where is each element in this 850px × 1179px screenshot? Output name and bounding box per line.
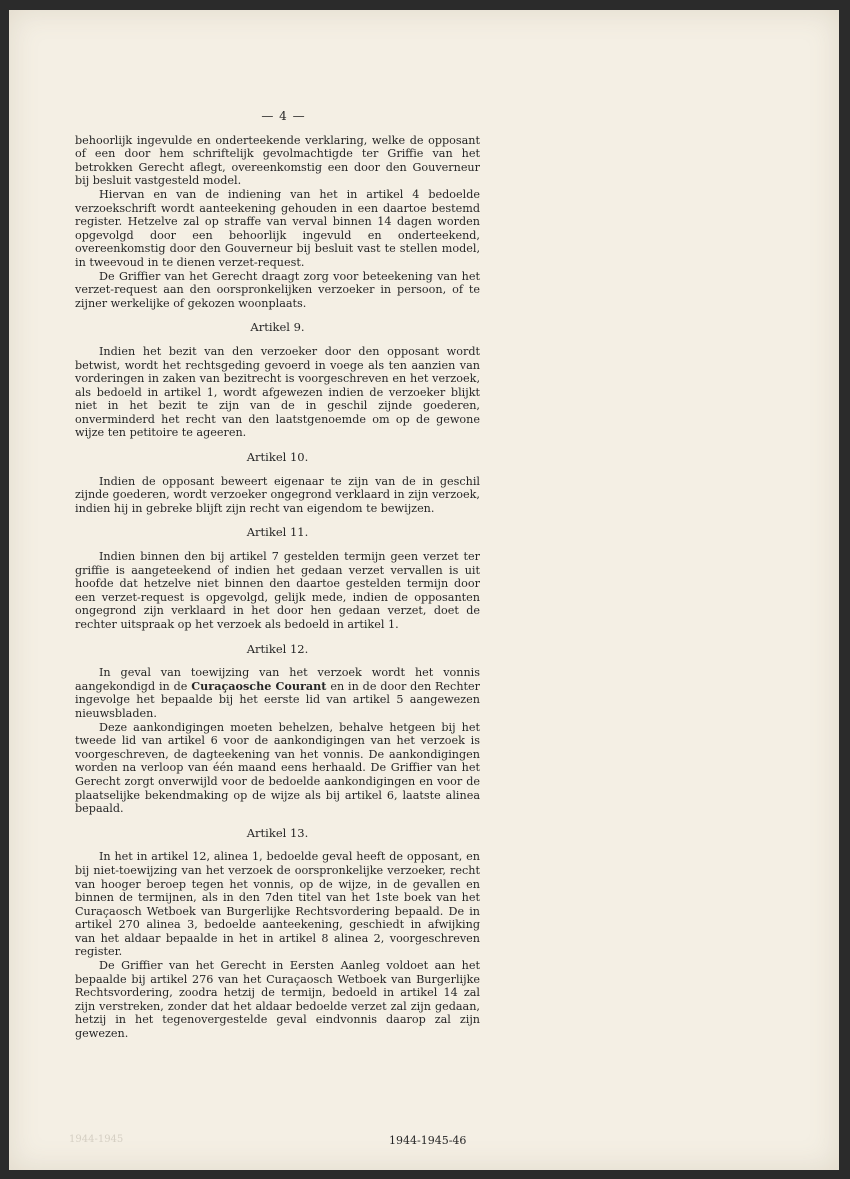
paragraph: De Griffier van het Gerecht draagt zorg voor beteekening van het verzet-request aan den oorspronkelijken verzoeker in persoon, of te zijner werkelijke of gekozen woonplaats.: [75, 269, 480, 310]
article-heading-10: Artikel 10.: [246, 450, 309, 465]
paragraph: Indien binnen den bij artikel 7 gestelden termijn geen verzet ter griffie is aangeteekend of indien het gedaan verzet vervallen is uit hoofde dat hetzelve niet binnen den daartoe gestelden termijn door een verzet-request is opgevolgd, gelijk mede, indien de opposanten ongegrond zijn verklaard in het door hen gedaan verzet, doet de rechter uitspraak op het verzoek als bedoeld in artikel 1.: [75, 550, 480, 631]
paragraph-text: In geval van toewijzing van het verzoek wordt het vonnis aangekondigd in de: [75, 666, 480, 693]
article-heading-13: Artikel 13.: [246, 825, 309, 840]
page-number: — 4 —: [261, 109, 306, 123]
body-text: [75, 110, 480, 1041]
page-footer-years: 1944-1945-46: [389, 1134, 467, 1147]
article-heading-12: Artikel 12.: [246, 641, 309, 656]
paragraph: Deze aankondigingen moeten behelzen, behalve hetgeen bij het tweede lid van artikel 6 voor de aankondigingen van het verzoek is voorgeschreven, de dagteekening van het vonnis. De aankondigingen worden na verloop van één maand eens herhaald. De Griffier van het Gerecht zorgt onverwijld voor de bedoelde aankondigingen en voor de plaatselijke bekendmaking op de wijze als bij artikel 6, laatste alinea bepaald.: [75, 720, 480, 816]
faint-stamp: 1944-1945: [69, 1134, 124, 1145]
paragraph: Indien de opposant beweert eigenaar te zijn van de in geschil zijnde goederen, wordt verzoeker ongegrond verklaard in zijn verzoek, indien hij in gebreke blijft zijn recht van eigendom te bewijzen.: [75, 474, 480, 515]
article-heading-9: Artikel 9.: [250, 320, 305, 335]
article-heading-11: Artikel 11.: [246, 525, 309, 540]
paragraph: In het in artikel 12, alinea 1, bedoelde geval heeft de opposant, en bij niet-toewijzing van het verzoek de oorspronkelijke verzoeker, recht van hooger beroep tegen het vonnis, op de wijze, in de gevallen en binnen de termijnen, als in den 7den titel van het 1ste boek van het Curaçaosch Wetboek van Burgerlijke Rechtsvordering bepaald. De in artikel 270 alinea 3, bedoelde aanteekening, geschiedt in afwijking van het aldaar bepaalde in het in artikel 8 alinea 2, voorgeschreven register.: [75, 850, 480, 959]
document-page: [9, 10, 839, 1170]
paragraph-text: en in de door den Rechter ingevolge het bepaalde bij het eerste lid van artikel 5 aangewezen nieuwsbladen.: [75, 679, 480, 720]
paragraph: De Griffier van het Gerecht in Eersten Aanleg voldoet aan het bepaalde bij artikel 276 van het Curaçaosch Wetboek van Burgerlijke Rechtsvordering, zoodra hetzij de termijn, bedoeld in artikel 14 zal zijn verstreken, zonder dat het aldaar bedoelde verzet zal zijn gedaan, hetzij in het tegenovergestelde geval eindvonnis daarop zal zijn gewezen.: [75, 959, 480, 1041]
newspaper-name: Curaçaosche Courant: [191, 678, 327, 693]
paragraph: Indien het bezit van den verzoeker door den opposant wordt betwist, wordt het rechtsgeding gevoerd in voege als ten aanzien van vorderingen in zaken van bezitrecht is voorgeschreven en het verzoek, als bedoeld in artikel 1, wordt afgewezen indien de verzoeker blijkt niet in het bezit te zijn van de in geschil zijnde goederen, onverminderd het recht van den laatstgenoemde om op de gewone wijze ten petitoire te ageeren.: [75, 344, 480, 440]
paragraph: [75, 666, 480, 720]
paragraph: Hiervan en van de indiening van het in artikel 4 bedoelde verzoekschrift wordt aanteekening gehouden in een daartoe bestemd register. Hetzelve zal op straffe van verval binnen 14 dagen worden opgevolgd door een behoorlijk ingevuld en onderteekend, overeenkomstig door den Gouverneur bij besluit vast te stellen model, in tweevoud in te dienen verzet-request.: [75, 187, 480, 269]
paragraph: behoorlijk ingevulde en onderteekende verklaring, welke de opposant of een door hem schriftelijk gevolmachtigde ter Griffie van het betrokken Gerecht aflegt, overeenkomstig een door den Gouverneur bij besluit vastgesteld model.: [75, 133, 480, 188]
